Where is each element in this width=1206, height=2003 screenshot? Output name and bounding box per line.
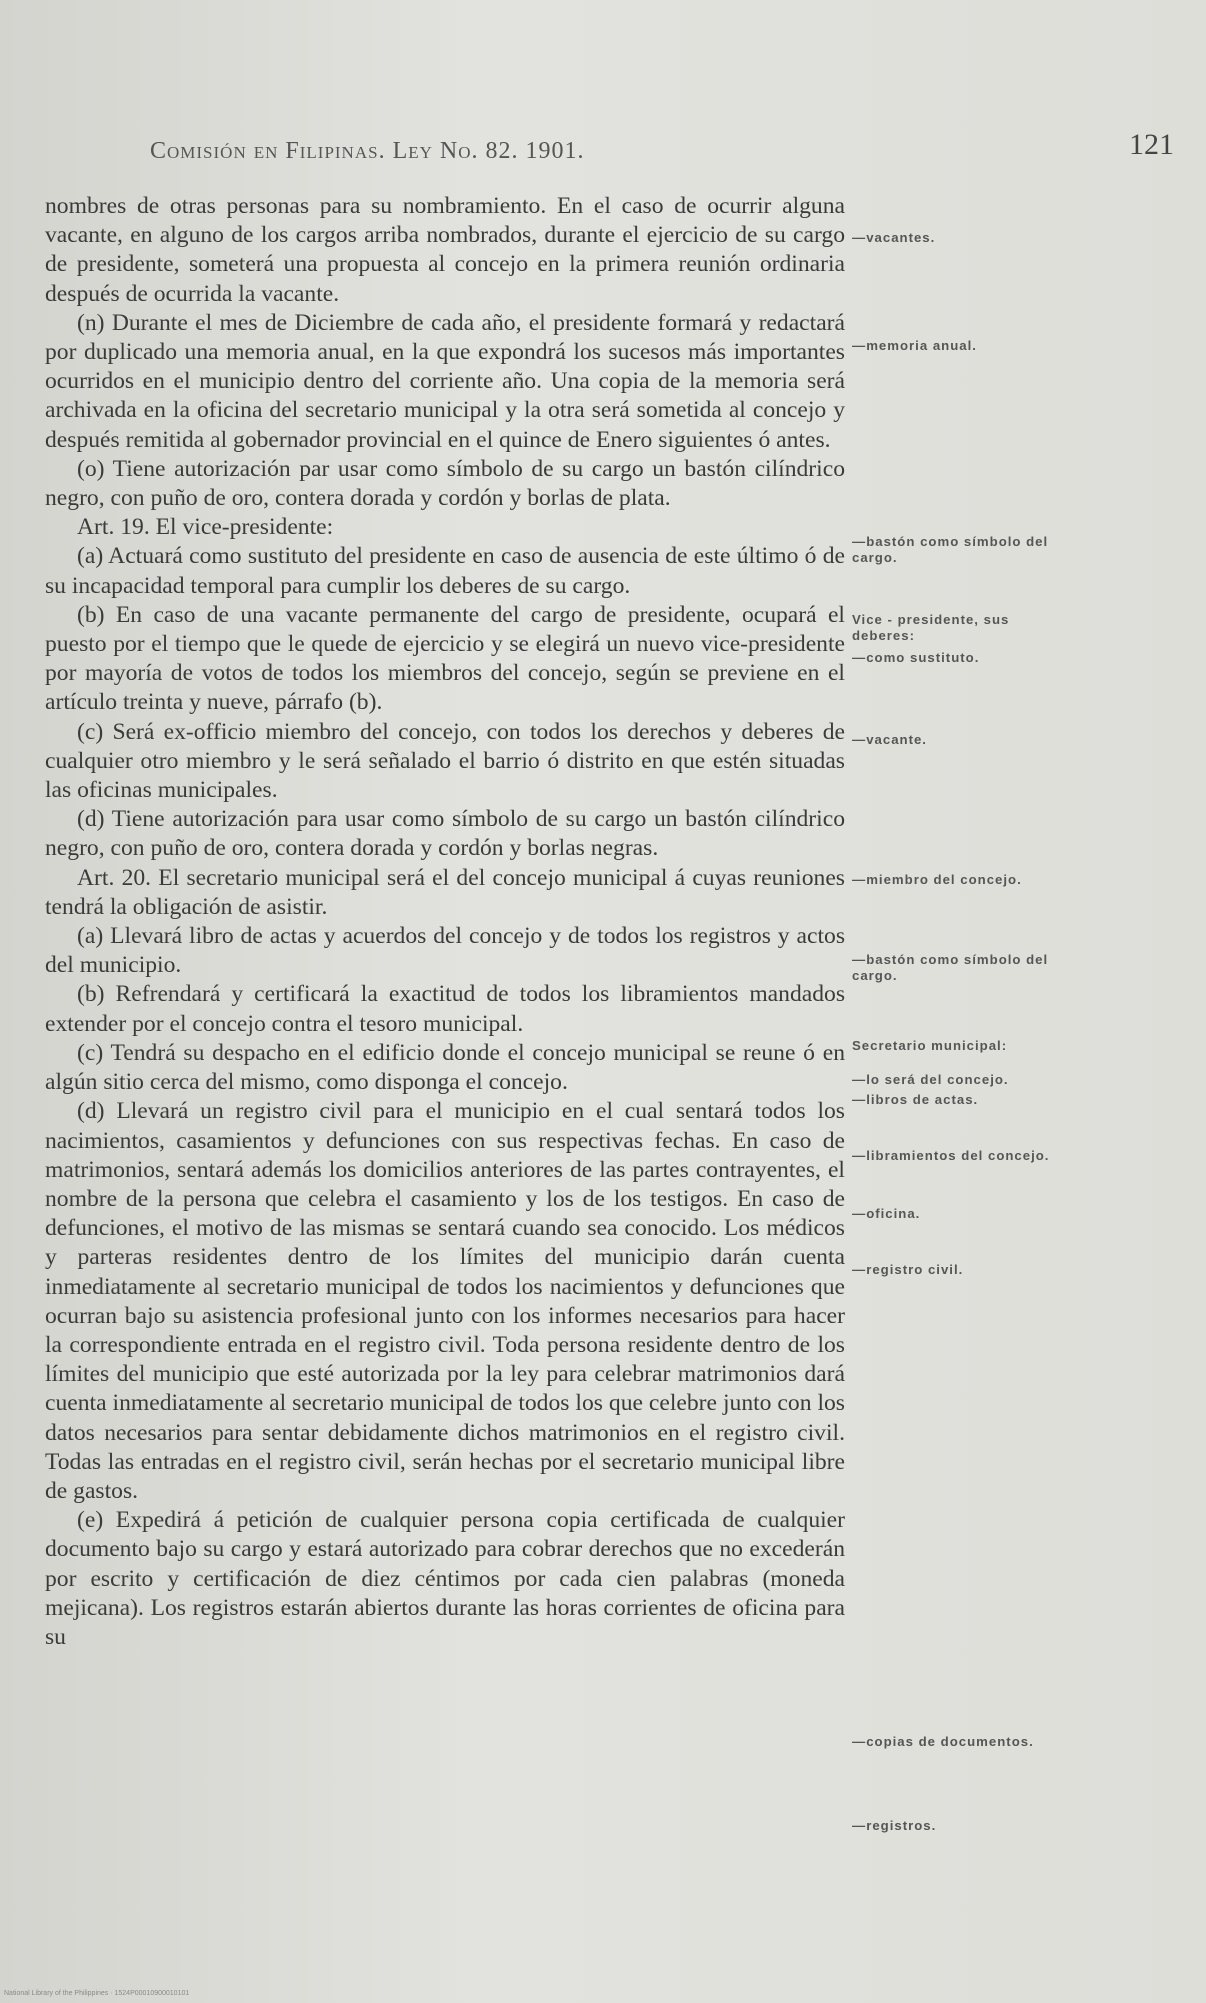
margin-note: —registro civil. (852, 1262, 964, 1277)
article-heading: Art. 20. El secretario municipal será el del concejo municipal á cuyas reuniones tendrá la obligación de asistir. (45, 864, 845, 920)
paragraph: (d) Tiene autorización para usar como símbolo de su cargo un bastón cilíndrico negro, con puño de oro, contera dorada y cordón y borlas negras. (45, 806, 845, 862)
running-head: Comisión en Filipinas. Ley No. 82. 1901. (150, 138, 585, 164)
margin-note: —bastón como símbolo del cargo. (852, 534, 1049, 565)
margin-note: —miembro del concejo. (852, 872, 1022, 887)
page-header (150, 128, 1174, 168)
margin-note: —memoria anual. (852, 338, 977, 353)
margin-note: —bastón como símbolo del cargo. (852, 952, 1049, 983)
paragraph: (c) Tendrá su despacho en el edificio donde el concejo municipal se reune ó en algún sitio cerca del mismo, como disponga el concejo. (45, 1039, 845, 1096)
scan-footer: National Library of the Philippines · 1524P00010900010101 (4, 1990, 190, 1997)
margin-note: Secretario municipal: (852, 1038, 1008, 1053)
paragraph: (o) Tiene autorización par usar como símbolo de su cargo un bastón cilíndrico negro, con puño de oro, contera dorada y cordón y borlas de plata. (45, 455, 845, 512)
margin-note: —libros de actas. (852, 1092, 979, 1107)
paragraph: (b) En caso de una vacante permanente del cargo de presidente, ocupará el puesto por el tiempo que le quede de ejercicio y se elegirá un nuevo vice-presidente por mayoría de votos de todos los miembros del concejo, según se previene en el artículo treinta y nueve, párrafo (b). (45, 601, 845, 716)
paragraph: nombres de otras personas para su nombramiento. En el caso de ocurrir alguna vacante, en alguno de los cargos arriba nombrados, durante el ejercicio de su cargo de presidente, someterá una propuesta al concejo en la primera reunión ordinaria después de ocurrida la vacante. (45, 193, 845, 307)
paragraph: (d) Llevará un registro civil para el municipio en el cual sentará todos los nacimientos, casamientos y defunciones con sus respectivas fechas. En caso de matrimonios, sentará además los domicilios anteriores de las partes contrayentes, el nombre de la persona que celebra el casamiento y los de los testigos. En caso de defunciones, el motivo de las mismas se sentará cuando sea conocido. Los médicos y parteras residentes dentro de los límites del municipio darán cuenta inmediatamente al secretario municipal de todos los nacimientos y defunciones que ocurran bajo su asistencia profesional junto con los informes necesarios para hacer la correspondiente entrada en el registro civil. Toda persona residente dentro de los límites del municipio que esté autorizada por la ley para celebrar matrimonios dará cuenta inmediatamente al secretario municipal de todos los que celebre junto con los datos necesarios para sentar debidamente dichos matrimonios en el registro civil. Todas las entradas en el registro civil, serán hechas por el secretario municipal libre de gastos. (45, 1098, 845, 1504)
margin-note: —como sustituto. (852, 650, 980, 665)
paragraph: (b) Refrendará y certificará la exactitud de todos los libramientos mandados extender por el concejo contra el tesoro municipal. (45, 981, 845, 1037)
paragraph: (c) Será ex-officio miembro del concejo, con todos los derechos y deberes de cualquier otro miembro y le será señalado el barrio ó distrito en que estén situadas las oficinas municipales. (45, 718, 845, 804)
paragraph: (a) Llevará libro de actas y acuerdos del concejo y de todos los registros y actos del municipio. (45, 923, 845, 979)
margin-note: Vice - presidente, sus deberes: (852, 612, 1010, 643)
paragraph: (n) Durante el mes de Diciembre de cada año, el presidente formará y redactará por duplicado una memoria anual, en la que expondrá los sucesos más importantes ocurridos en el municipio dentro del corriente año. Una copia de la memoria será archivada en la oficina del secretario municipal y la otra será sometida al concejo y después remitida al gobernador provincial en el quince de Enero siguientes ó antes. (45, 309, 845, 453)
margin-note: —libramientos del concejo. (852, 1148, 1050, 1163)
article-heading: Art. 19. El vice-presidente: (77, 514, 334, 541)
paragraph: (a) Actuará como sustituto del presidente en caso de ausencia de este último ó de su incapacidad temporal para cumplir los deberes de su cargo. (45, 543, 845, 599)
paragraph: (e) Expedirá á petición de cualquier persona copia certificada de cualquier documento bajo su cargo y estará autorizado para cobrar derechos que no excederán por escrito y certificación de diez céntimos por cada cien palabras (moneda mejicana). Los registros estarán abiertos durante las horas corrientes de oficina para su (45, 1507, 845, 1650)
page-number: 121 (1129, 128, 1174, 161)
margin-note: —lo será del concejo. (852, 1072, 1009, 1087)
margin-note: —oficina. (852, 1206, 921, 1221)
margin-note: —copias de documentos. (852, 1734, 1034, 1749)
margin-note: —registros. (852, 1818, 937, 1833)
body-text (45, 192, 845, 1652)
margin-note: —vacante. (852, 732, 927, 747)
margin-note: —vacantes. (852, 230, 936, 245)
